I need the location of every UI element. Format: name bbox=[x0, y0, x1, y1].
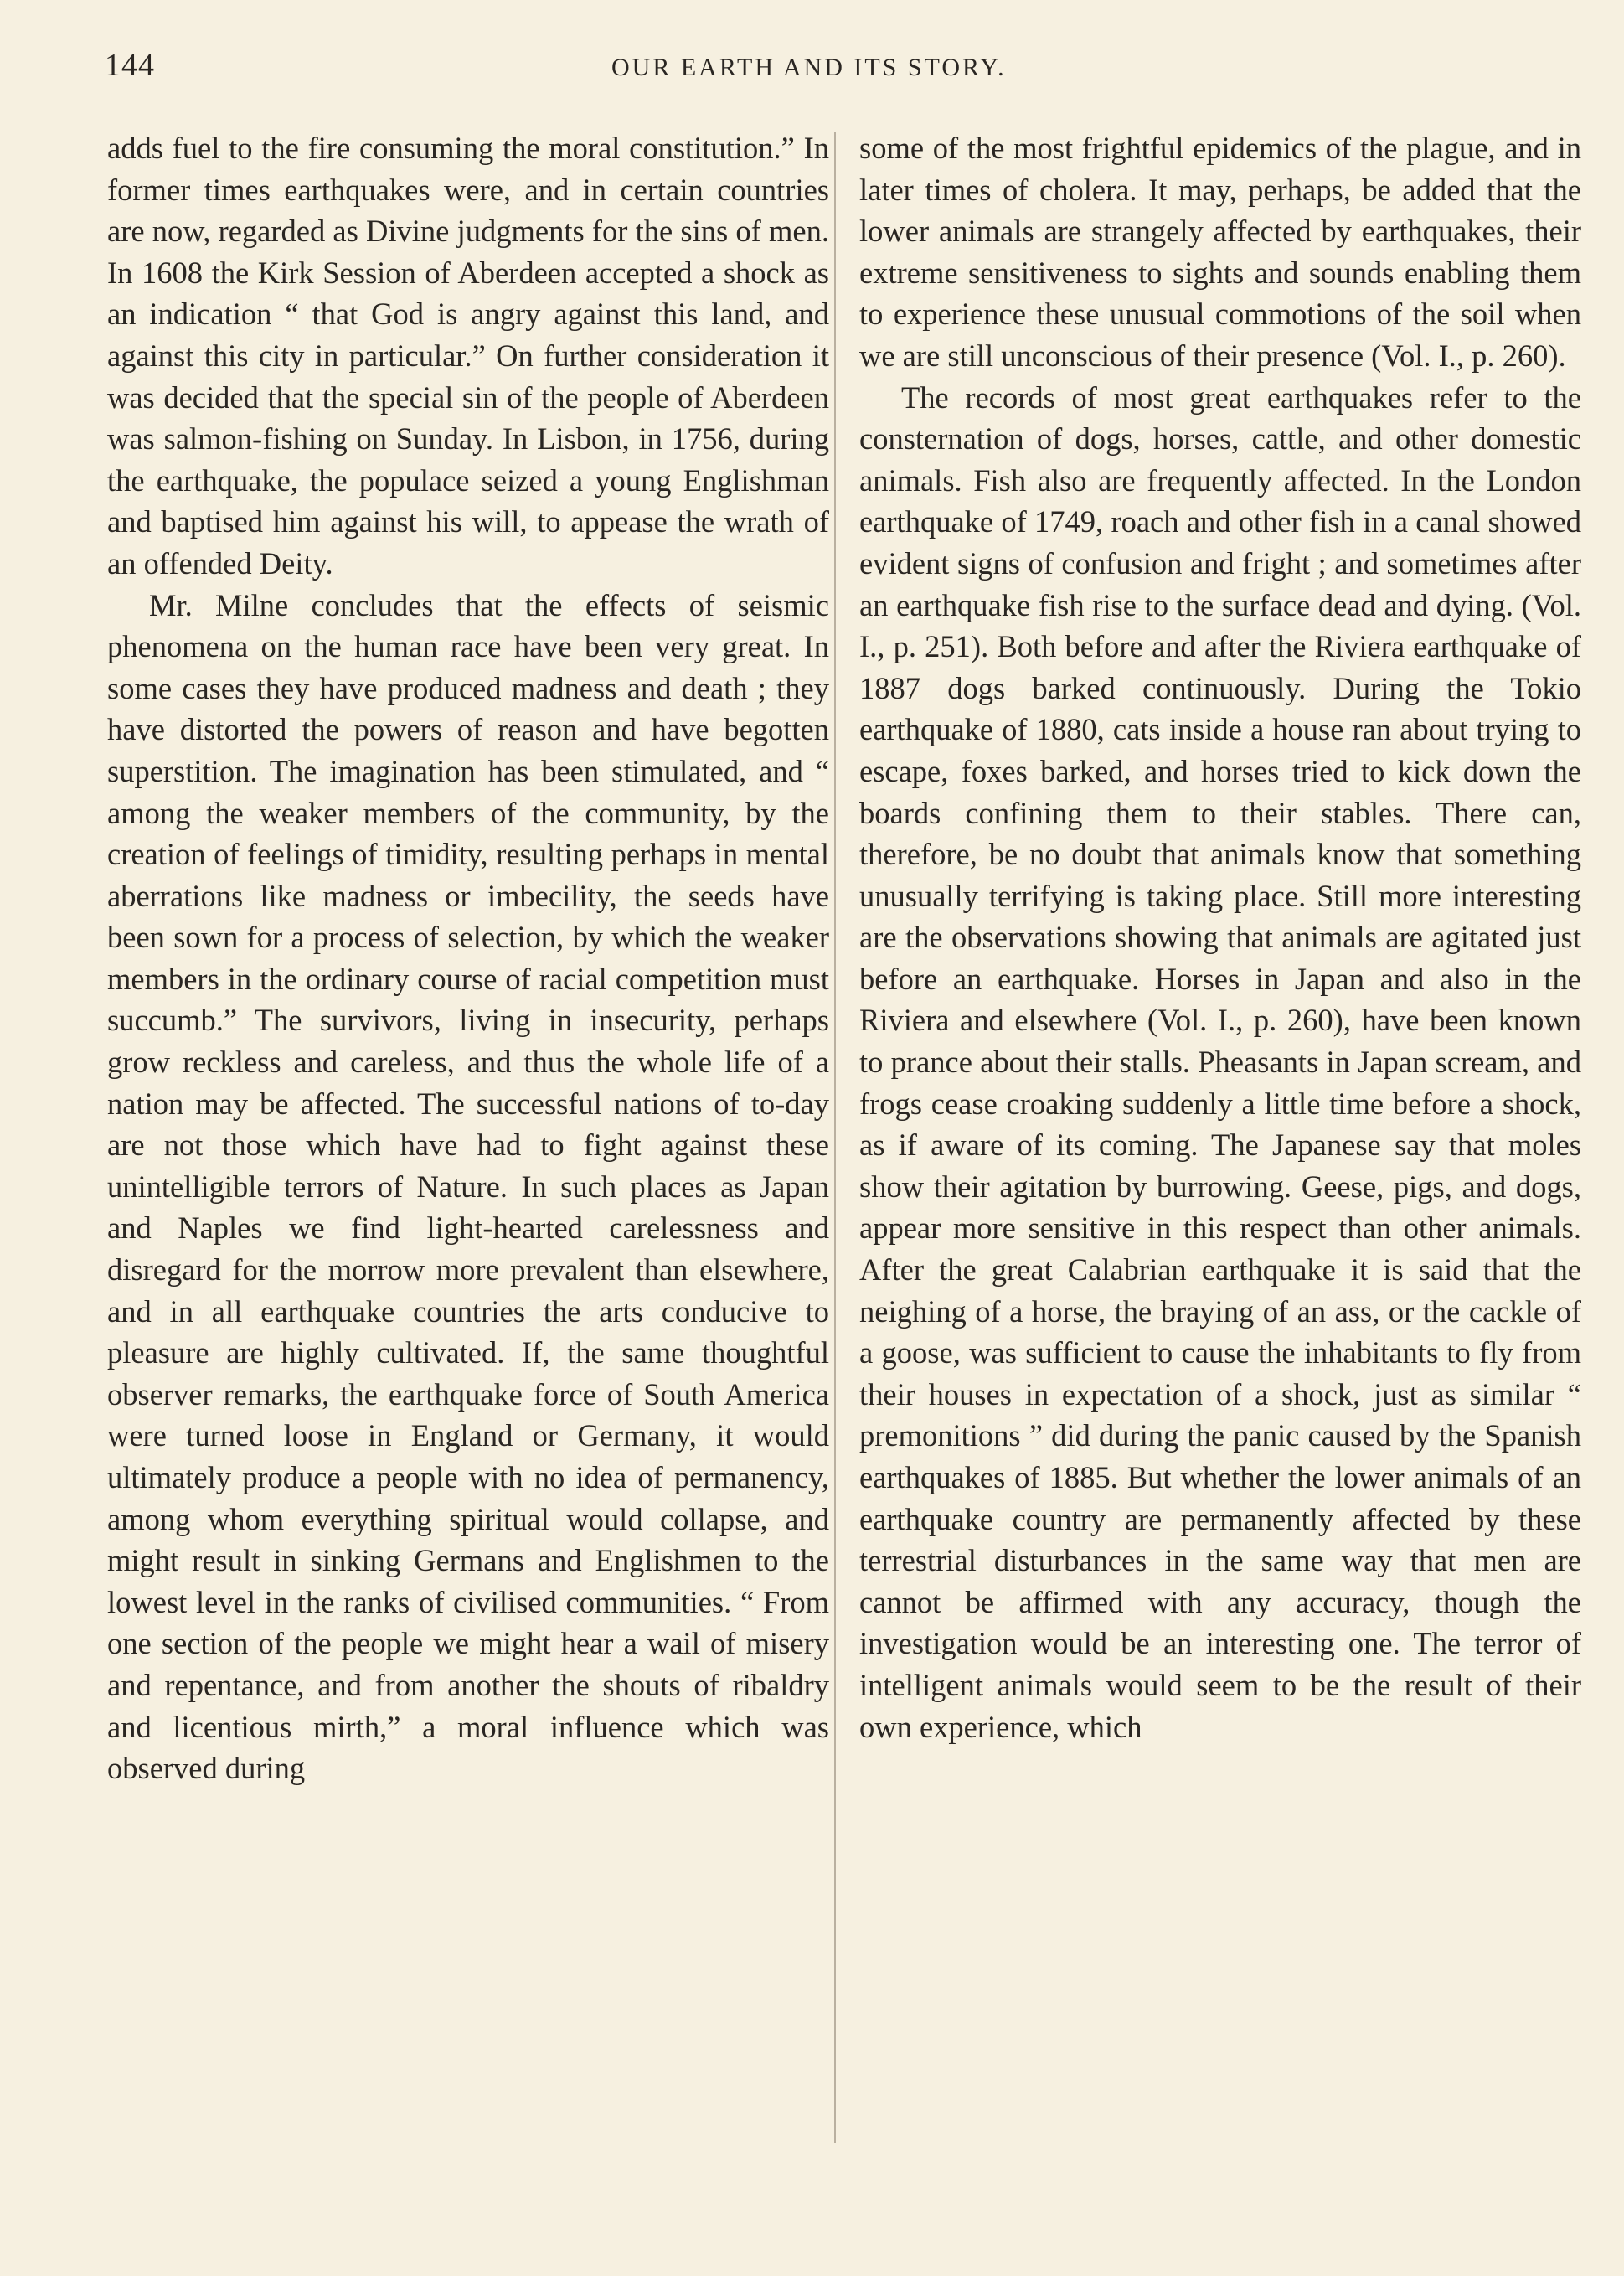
right-column bbox=[859, 127, 1581, 2155]
paragraph: The records of most great earthquakes refer to the consternation of dogs, horses, cattle, and other domestic animals. Fish also are frequently affected. In the London earthquake of 1749, roach and other fish in a canal showed evident signs of confusion and fright ; and sometimes after an earthquake fish rise to the surface dead and dying. (Vol. I., p. 251). Both before and after the Riviera earthquake of 1887 dogs barked continuously. During the Tokio earthquake of 1880, cats inside a house ran about trying to escape, foxes barked, and horses tried to kick down the boards confining them to their stables. There can, therefore, be no doubt that animals know that something unusually terrifying is taking place. Still more interesting are the observations showing that animals are agitated just before an earthquake. Horses in Japan and also in the Riviera and elsewhere (Vol. I., p. 260), have been known to prance about their stalls. Pheasants in Japan scream, and frogs cease croaking suddenly a little time before a shock, as if aware of its coming. The Japanese say that moles show their agitation by burrowing. Geese, pigs, and dogs, appear more sensitive in this respect than other animals. After the great Calabrian earthquake it is said that the neighing of a horse, the braying of an ass, or the cackle of a goose, was sufficient to cause the inhabitants to fly from their houses in expectation of a shock, just as similar “ premonitions ” did during the panic caused by the Spanish earthquakes of 1885. But whether the lower animals of an earthquake country are permanently affected by these terrestrial disturbances in the same way that men are cannot be affirmed with any accuracy, though the investigation would be an interesting one. The terror of intelligent animals would seem to be the result of their own experience, which bbox=[859, 379, 1581, 1744]
paragraph: some of the most frightful epidemics of the plague, and in later times of cholera. It may, perhaps, be added that the lower animals are strangely affected by earthquakes, their extreme sensitiveness to sights and sounds enabling them to experience these unusual commotions of the soil when we are still unconscious of their presence (Vol. I., p. 260). bbox=[859, 131, 1581, 373]
left-column bbox=[107, 127, 829, 2155]
page-number: 144 bbox=[105, 48, 155, 83]
running-head bbox=[0, 40, 1624, 90]
column-divider bbox=[834, 132, 836, 2143]
paragraph: Mr. Milne concludes that the effects of seismic phenomena on the human race have been very great. In some cases they have produced madness and death ; they have distorted the powers of reason and have begotten superstition. The imagination has been stimulated, and “ among the weaker members of the community, by the creation of feelings of timidity, resulting perhaps in mental aberrations like madness or imbecility, the seeds have been sown for a process of selection, by which the weaker members in the ordinary course of racial competition must succumb.” The survivors, living in insecurity, perhaps grow reckless and careless, and thus the whole life of a nation may be affected. The successful nations of to-day are not those which have had to fight against these unintelligible terrors of Nature. In such places as Japan and Naples we find light-hearted carelessness and disregard for the morrow more prevalent than elsewhere, and in all earthquake countries the arts conducive to pleasure are highly cultivated. If, the same thoughtful observer remarks, the earthquake force of South America were turned loose in England or Germany, it would ultimately produce a people with no idea of permanency, among whom everything spiritual would collapse, and might result in sinking Germans and Englishmen to the lowest level in the ranks of civilised communities. “ From one section of the people we might hear a wail of misery and repentance, and from another the shouts of ribaldry and licentious mirth,” a moral influence which was observed during bbox=[107, 587, 829, 1786]
paragraph: adds fuel to the fire consuming the moral constitution.” In former times earthquakes were, and in certain countries are now, regarded as Divine judgments for the sins of men. In 1608 the Kirk Session of Aberdeen accepted a shock as an indication “ that God is angry against this land, and against this city in particular.” On further consideration it was decided that the special sin of the people of Aberdeen was salmon-fishing on Sunday. In Lisbon, in 1756, during the earthquake, the populace seized a young Englishman and baptised him against his will, to appease the wrath of an offended Deity. bbox=[107, 131, 829, 581]
running-title: OUR EARTH AND ITS STORY. bbox=[611, 54, 1007, 81]
